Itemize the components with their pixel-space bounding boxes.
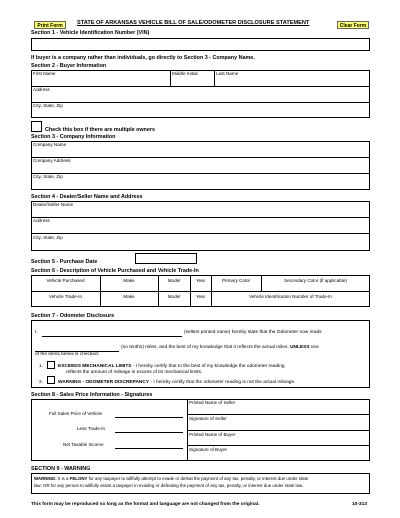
warning-text-line-2: law; OR for any person to willfully assist a taxpayer in evading or defeating the payment of any tax, penalty, or interest due under state law.	[34, 483, 304, 488]
vehicle-trade-in-label: Vehicle Trade-In	[48, 294, 83, 299]
company-address-label: Company Address	[33, 158, 71, 163]
company-info-box	[31, 141, 370, 190]
first-name-label: First Name	[33, 71, 56, 76]
footer-note: This form may be reproduced so long as the format and language are not changed from the original.	[31, 502, 260, 507]
multiple-owners-checkbox[interactable]	[31, 121, 42, 132]
trade-model-label: Model	[167, 294, 181, 299]
last-name-label: Last Name	[216, 71, 239, 76]
discrepancy-desc: - I hereby certify that the odometer reading is not the actual mileage.	[150, 380, 296, 385]
signature-row-2	[187, 430, 370, 431]
purchased-year-label: Year	[195, 278, 206, 283]
option-2-text	[58, 380, 295, 385]
buyer-address-label: Address	[33, 87, 50, 92]
purchased-make-label: Make	[123, 278, 135, 283]
buyer-col-divider-1	[170, 70, 171, 86]
buyer-signature-label: Signature of Buyer	[189, 447, 228, 452]
discrepancy-label: WARNING - ODOMETER DISCREPANCY	[58, 380, 150, 385]
seller-printed-name-label: Printed Name of Seller	[189, 400, 236, 405]
net-taxable-label: Net Taxable Income	[63, 442, 104, 447]
option-1-text	[58, 364, 285, 369]
form-title: STATE OF ARKANSAS VEHICLE BILL OF SALE/ODOMETER DISCLOSURE STATEMENT	[77, 20, 310, 26]
buyer-printed-name-label: Printed Name of Buyer	[189, 432, 236, 437]
vin-field[interactable]	[31, 38, 370, 51]
purchased-model-label: Model	[167, 278, 181, 283]
odometer-i-prefix: I,	[35, 330, 38, 335]
primary-color-label: Primary Color	[221, 278, 251, 283]
warning-label: WARNING:	[34, 476, 57, 481]
section-7-heading: Section 7 - Odometer Disclosure	[31, 313, 115, 319]
signature-row-1	[187, 414, 370, 415]
seller-address-label: Address	[33, 218, 50, 223]
warning-part-2: for any taxpayer to willfully attempt to evade or defeat the payment of any tax, penalty, or interest due under state	[88, 476, 309, 481]
buyer-csz-label: City, State, Zip	[33, 103, 63, 108]
odometer-line2-b: one	[310, 345, 319, 350]
trade-vin-label: Vehicle Identification Number of Trade-In	[249, 294, 332, 299]
seller-row-divider-2	[31, 233, 370, 234]
purchase-date-field[interactable]	[135, 253, 197, 264]
vehicle-purchased-label: Vehicle Purchased	[46, 278, 85, 283]
print-form-button[interactable]: Print Form	[34, 21, 66, 29]
company-csz-label: City, State, Zip	[33, 174, 63, 179]
warning-part-1: It is a	[57, 476, 69, 481]
section-6-heading: Section 6 - Description of Vehicle Purchased and Vehicle Trade-In	[31, 268, 199, 274]
exceeds-limits-desc: - I hereby certify that to the best of my knowledge the odometer reading	[132, 364, 285, 369]
form-number: 10-313	[352, 502, 367, 507]
exceeds-limits-label: EXCEEDS MECHANICAL LIMITS	[58, 364, 132, 369]
full-price-field[interactable]	[115, 417, 183, 418]
buyer-row-divider-1	[31, 86, 370, 87]
trade-make-label: Make	[123, 294, 135, 299]
buyer-info-box	[31, 70, 370, 118]
company-row-divider-1	[31, 157, 370, 158]
exceeds-limits-checkbox[interactable]	[47, 361, 55, 369]
buyer-row-divider-2	[31, 102, 370, 103]
section-4-heading: Section 4 - Dealer/Seller Name and Address	[31, 194, 143, 200]
seller-csz-label: City, State, Zip	[33, 235, 63, 240]
full-price-label: Full Sales Price of Vehicle	[49, 411, 103, 416]
trade-year-label: Year	[195, 294, 206, 299]
section-2-heading: Section 2 - Buyer Information	[31, 63, 107, 69]
section-9-heading: SECTION 9 - WARNING	[31, 466, 91, 472]
seller-name-label: Dealer/Seller Name	[33, 202, 74, 207]
section-5-heading: Section 5 - Purchase Date	[31, 259, 98, 265]
option-1-number: 1.	[39, 364, 44, 369]
signature-row-3	[187, 445, 370, 446]
odometer-line2-a: (no tenths) miles, and the best of my knowledge that it reflects the actual miles,	[121, 345, 289, 350]
multiple-owners-label: Check this box if there are multiple owners	[45, 127, 155, 133]
less-trade-field[interactable]	[115, 432, 183, 433]
net-taxable-field[interactable]	[115, 448, 183, 449]
exceeds-limits-desc-2: reflects the amount of mileage in excess of its mechanical limits.	[66, 370, 203, 375]
seller-row-divider-1	[31, 217, 370, 218]
discrepancy-checkbox[interactable]	[47, 376, 55, 384]
seller-info-box	[31, 201, 370, 251]
vehicle-table-row-divider	[31, 291, 370, 292]
felony-label: FELONY	[69, 476, 88, 481]
section-8-heading: Section 8 - Sales Price Information - Signatures	[31, 392, 153, 398]
option-2-number: 2.	[39, 380, 44, 385]
company-name-label: Company Name	[33, 142, 67, 147]
section-3-heading: Section 3 - Company Information	[31, 134, 116, 140]
odometer-line3: of the items below is checked:	[35, 352, 99, 357]
odometer-unless: UNLESS	[290, 345, 310, 350]
middle-initial-label: Middle Initial	[172, 71, 198, 76]
company-row-divider-2	[31, 173, 370, 174]
odometer-line2	[121, 345, 319, 350]
secondary-color-label: Secondary Color (if applicable)	[284, 278, 347, 283]
clear-form-button[interactable]: Clear Form	[337, 21, 369, 29]
company-note: If buyer is a company rather than individuals, go directly to Section 3 - Company Name.	[31, 55, 255, 61]
less-trade-label: Less Trade-In	[77, 426, 106, 431]
seller-signature-label: Signature of Seller	[189, 416, 227, 421]
buyer-col-divider-2	[214, 70, 215, 86]
seller-printed-name-line[interactable]	[42, 336, 182, 337]
odometer-line1-suffix: (sellers printed name) hereby state that the Odometer now reads	[184, 330, 322, 335]
warning-text-line-1	[34, 476, 308, 481]
section-1-heading: Section 1 - Vehicle Identification Number (VIN)	[31, 30, 150, 36]
